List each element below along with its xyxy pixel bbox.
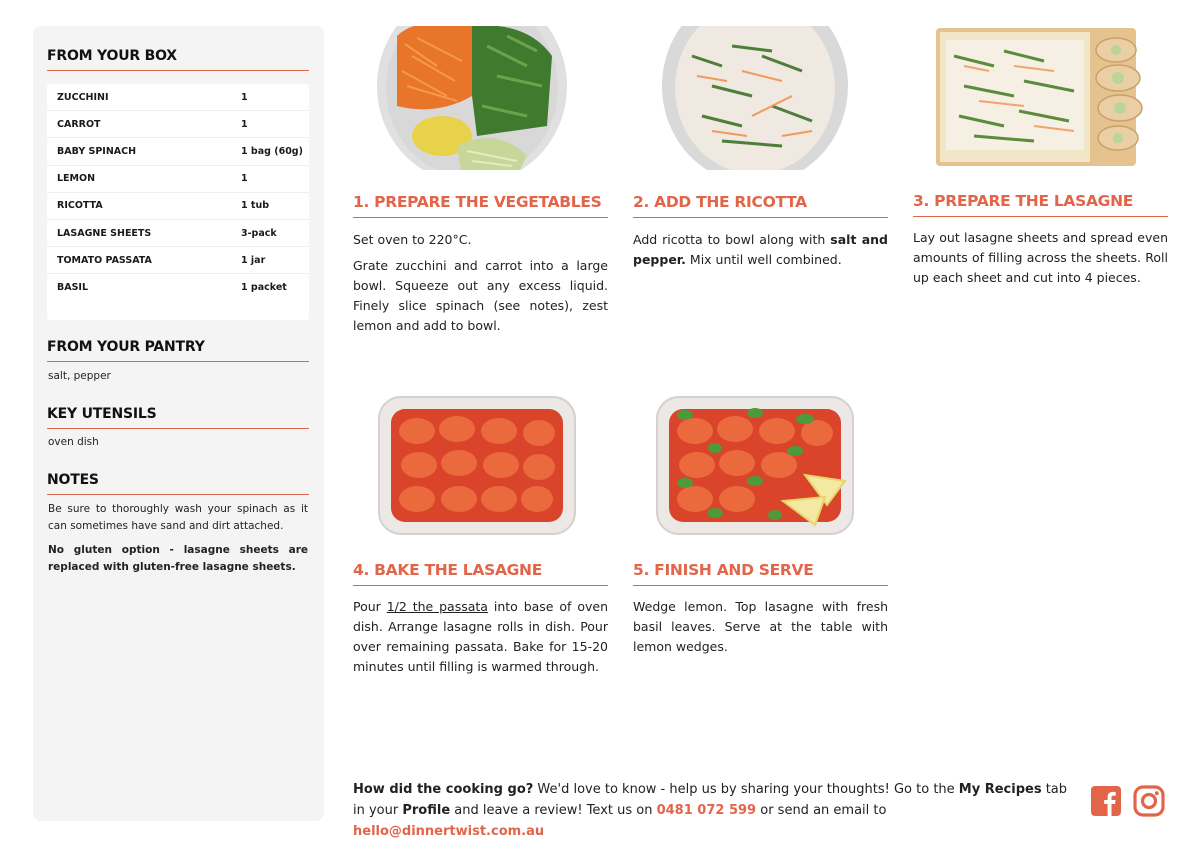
instagram-icon[interactable] — [1133, 785, 1165, 817]
utensils-heading: KEY UTENSILS — [47, 406, 309, 429]
step-4-title: 4. BAKE THE LASAGNE — [353, 561, 608, 586]
phone-link[interactable]: 0481 072 599 — [656, 803, 757, 818]
step-3-photo — [934, 26, 1144, 170]
step-4-text — [353, 597, 608, 677]
pantry-heading: FROM YOUR PANTRY — [47, 339, 309, 362]
ingredient-name: LASAGNE SHEETS — [57, 227, 152, 239]
step-2-photo — [662, 26, 848, 170]
my-recipes-label: My Recipes — [958, 782, 1042, 797]
step-1-body — [353, 230, 608, 342]
ingredient-name: BABY SPINACH — [57, 145, 137, 157]
step-5-title: 5. FINISH AND SERVE — [633, 561, 888, 586]
notes-text: Be sure to thoroughly wash your spinach as it can sometimes have sand and dirt attached. — [48, 503, 308, 532]
from-your-box-heading: FROM YOUR BOX — [47, 48, 309, 71]
step-1-text: Grate zucchini and carrot into a large bowl. Squeeze out any excess liquid. Finely slice spinach (see notes), zest lemon and add to bowl. — [353, 258, 608, 333]
table-row — [47, 247, 309, 274]
ingredient-qty: 1 packet — [241, 281, 287, 293]
ingredient-name: LEMON — [57, 173, 96, 185]
footer-text: tab in your — [353, 782, 1068, 818]
step-5-text: Wedge lemon. Top lasagne with fresh basil leaves. Serve at the table with lemon wedges. — [633, 599, 888, 654]
footer-text: We'd love to know - help us by sharing your thoughts! Go to the — [533, 782, 959, 797]
feedback-footer — [353, 779, 1073, 842]
table-row — [47, 111, 309, 138]
step-2-body — [633, 230, 888, 276]
ingredient-qty: 1 — [241, 173, 248, 185]
step-2-title: 2. ADD THE RICOTTA — [633, 193, 888, 218]
step-2-text-c: Mix until well combined. — [685, 252, 842, 267]
ingredient-qty: 1 bag (60g) — [241, 145, 303, 157]
ingredient-name: CARROT — [57, 118, 101, 130]
table-row — [47, 84, 309, 111]
step-1-text: Set oven to 220°C. — [353, 232, 472, 247]
table-row — [47, 220, 309, 247]
ingredient-qty: 1 — [241, 118, 248, 130]
table-row — [47, 138, 309, 165]
ingredient-name: TOMATO PASSATA — [57, 254, 152, 266]
table-row — [47, 166, 309, 193]
ingredients-table — [47, 84, 309, 320]
step-3-text: Lay out lasagne sheets and spread even amounts of filling across the sheets. Roll up each sheet and cut into 4 pieces. — [913, 230, 1168, 285]
notes-heading: NOTES — [47, 472, 309, 495]
ingredient-name: ZUCCHINI — [57, 91, 109, 103]
step-1-title: 1. PREPARE THE VEGETABLES — [353, 193, 608, 218]
ingredient-qty: 1 tub — [241, 200, 270, 212]
email-link[interactable]: hello@dinnertwist.com.au — [353, 824, 545, 839]
step-4-text-underlined: 1/2 the passata — [386, 599, 488, 614]
step-2-text-a: Add ricotta to bowl along with — [633, 232, 831, 247]
step-4-text-a: Pour — [353, 599, 387, 614]
step-2-text — [633, 230, 888, 270]
footer-text: and leave a review! Text us on — [450, 803, 657, 818]
step-2-text-bold: salt and pepper. — [633, 232, 888, 267]
step-4-body — [353, 597, 608, 683]
footer-question: How did the cooking go? — [353, 782, 534, 797]
step-5-body — [633, 597, 888, 663]
ingredient-qty: 1 — [241, 91, 248, 103]
utensils-text: oven dish — [48, 436, 99, 448]
step-5-photo — [655, 393, 857, 538]
step-4-text-c: into base of oven dish. Arrange lasagne rolls in dish. Pour over remaining passata. Bake for 15-20 minutes until filling is warmed through. — [353, 599, 608, 674]
step-4-photo — [377, 393, 577, 538]
pantry-text: salt, pepper — [48, 370, 111, 382]
footer-text: or send an email to — [756, 803, 887, 818]
table-row — [47, 193, 309, 220]
step-1-photo — [377, 26, 567, 170]
step-3-title: 3. PREPARE THE LASAGNE — [913, 192, 1168, 217]
ingredient-name: RICOTTA — [57, 200, 103, 212]
facebook-icon[interactable] — [1090, 785, 1122, 817]
ingredient-name: BASIL — [57, 281, 89, 293]
profile-label: Profile — [402, 803, 451, 818]
ingredient-qty: 1 jar — [241, 254, 266, 266]
sidebar — [33, 26, 324, 821]
notes-gluten-text: No gluten option - lasagne sheets are replaced with gluten-free lasagne sheets. — [48, 544, 308, 573]
step-3-body — [913, 228, 1168, 294]
ingredient-qty: 3-pack — [241, 227, 277, 239]
table-row — [47, 274, 309, 300]
